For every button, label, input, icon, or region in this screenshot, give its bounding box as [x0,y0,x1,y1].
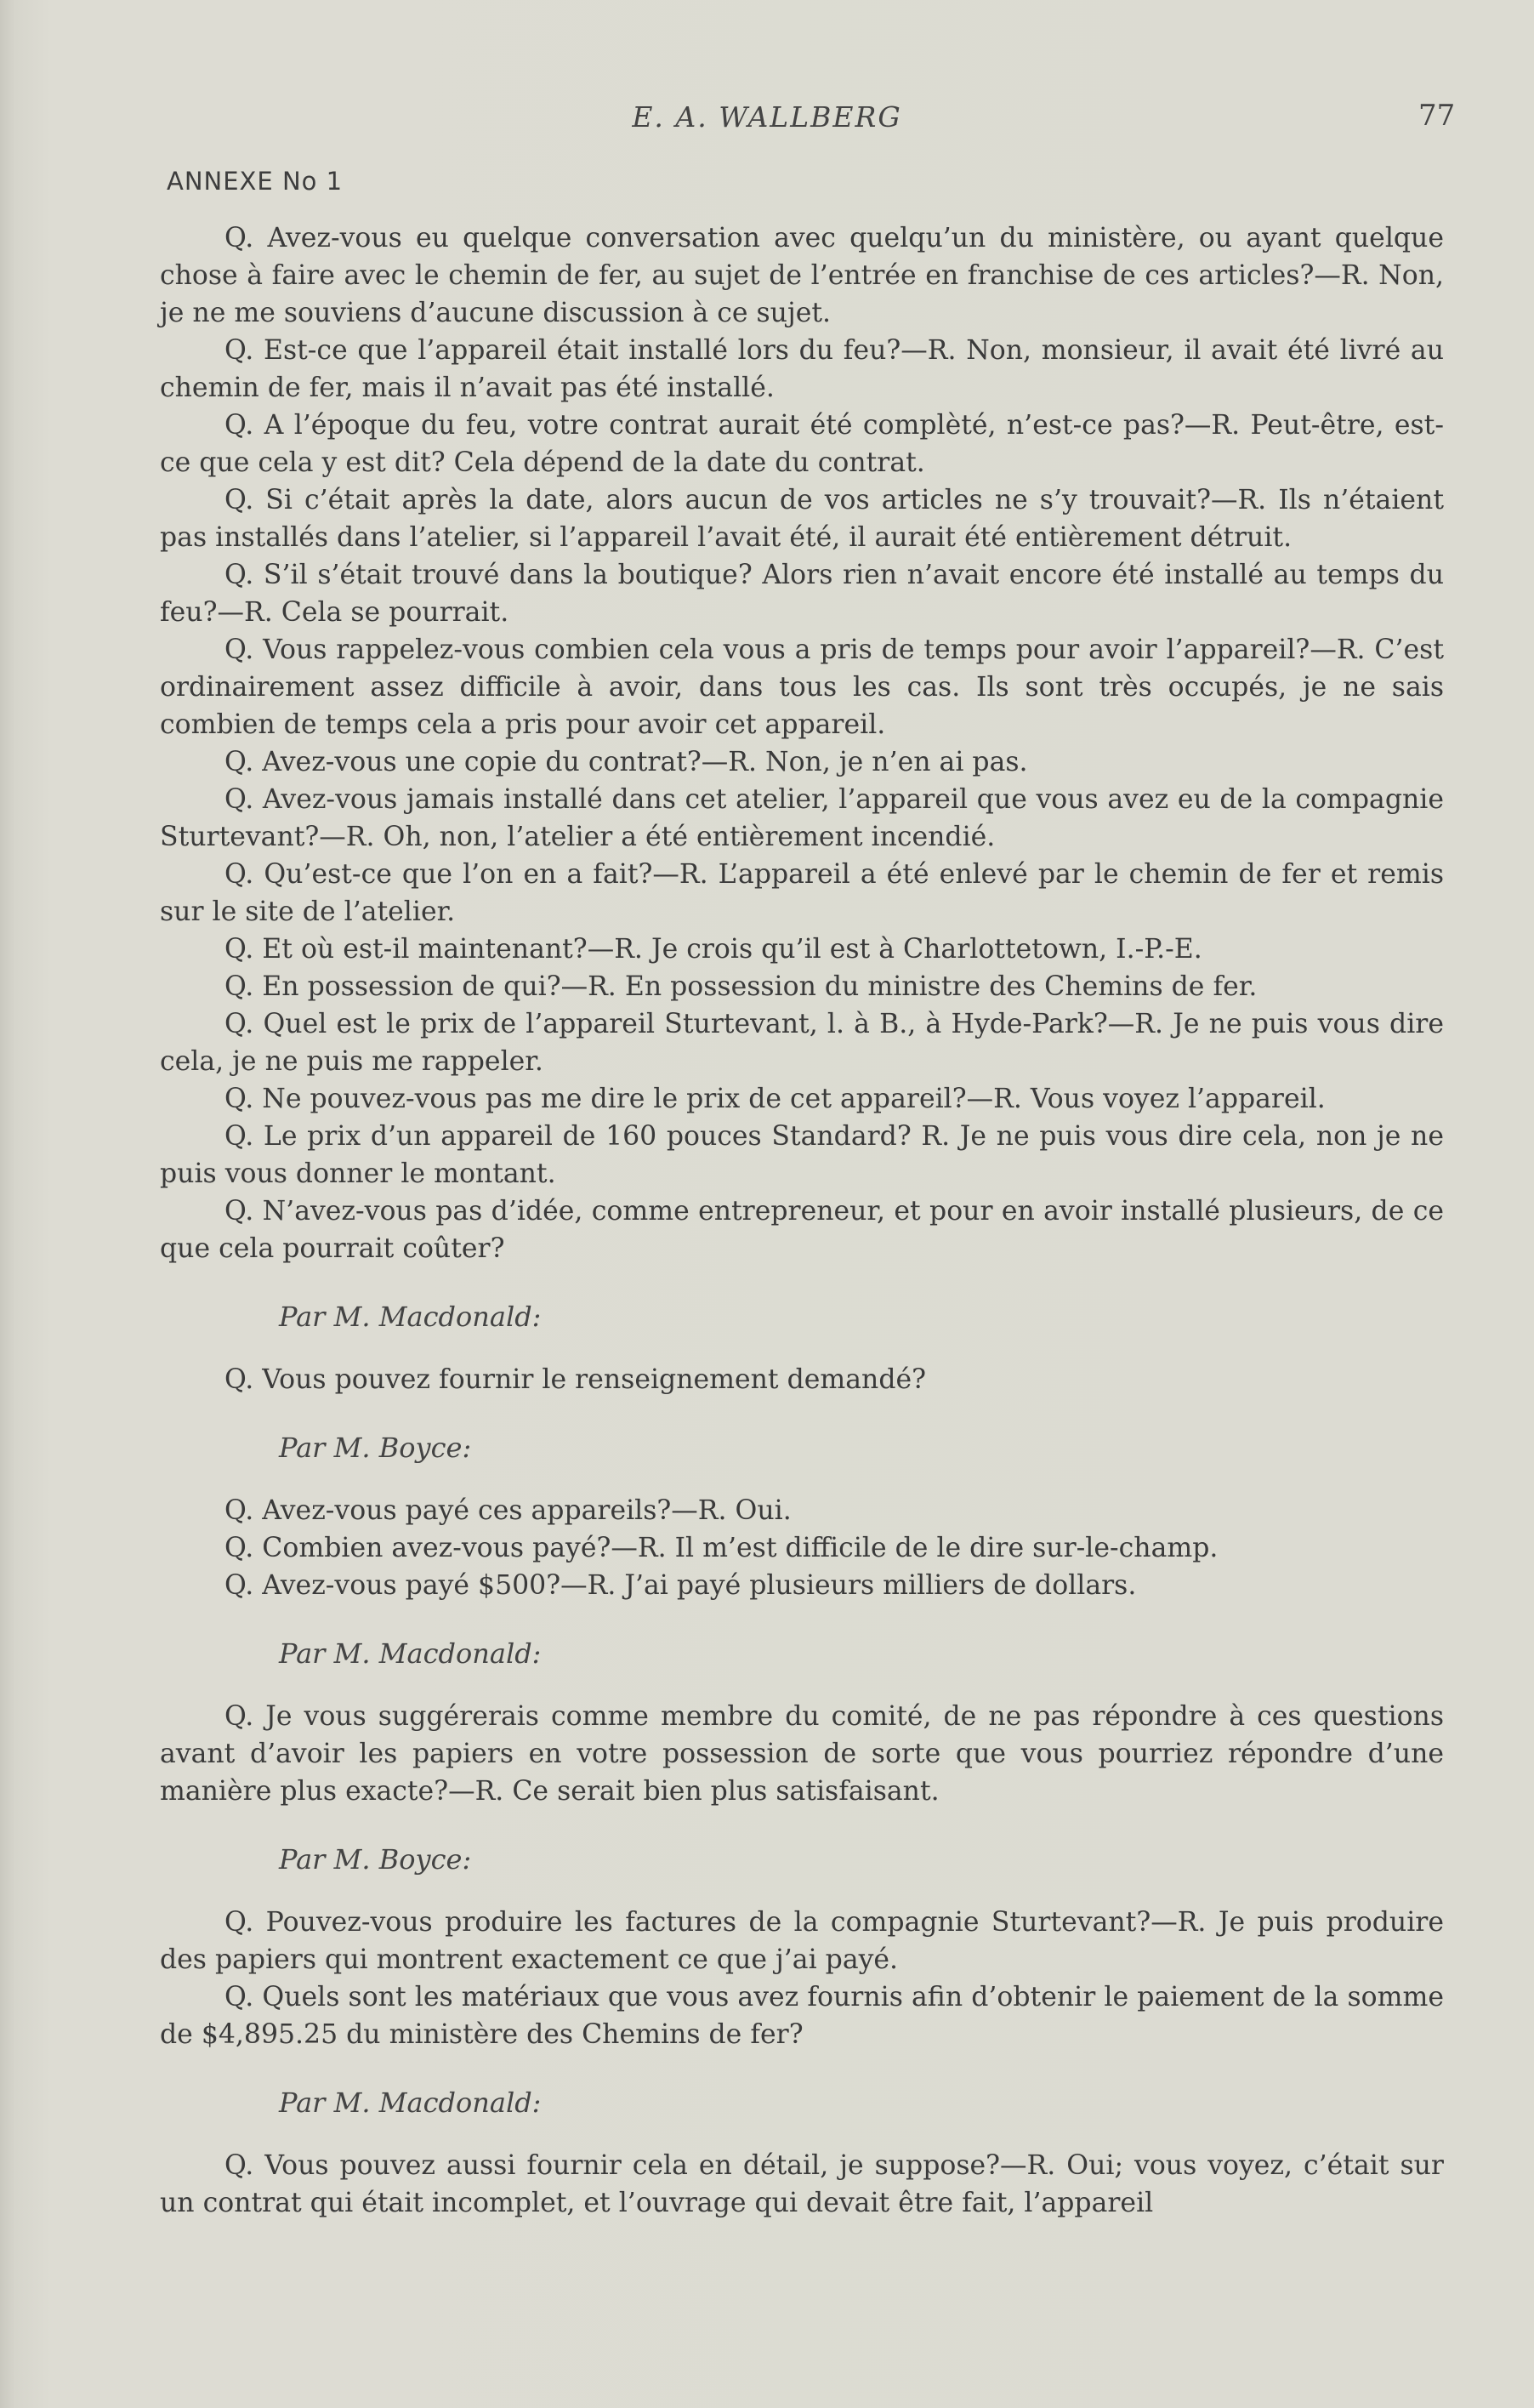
paragraph: Q. Vous rappelez-vous combien cela vous a pris de temps pour avoir l’appareil?—R. C’est ordinairement assez difficile à avoir, dans tous les cas. Ils sont très occupés, je ne sais combien de temps cela a pris pour avoir cet appareil. [160,635,1444,740]
paragraph: Q. Combien avez-vous payé?—R. Il m’est difficile de le dire sur-le-champ. [224,1533,1219,1563]
paragraph: Q. Avez-vous jamais installé dans cet atelier, l’appareil que vous avez eu de la compagnie Sturtevant?—R. Oh, non, l’atelier a été entièrement incendié. [160,784,1444,852]
paragraph: Q. Ne pouvez-vous pas me dire le prix de cet appareil?—R. Vous voyez l’appareil. [224,1084,1326,1114]
paragraph: Q. N’avez-vous pas d’idée, comme entrepreneur, et pour en avoir installé plusieurs, de ce que cela pourrait coûter? [160,1196,1444,1264]
running-title: E. A. WALLBERG [632,100,902,134]
paragraph: Q. S’il s’était trouvé dans la boutique? Alors rien n’avait encore été installé au temps du feu?—R. Cela se pourrait. [160,560,1444,628]
annex-label: ANNEXE No 1 [167,167,344,196]
paragraph: Q. Si c’était après la date, alors aucun de vos articles ne s’y trouvait?—R. Ils n’étaient pas installés dans l’atelier, si l’appareil l’avait été, il aurait été entièrement détruit. [160,485,1444,553]
paragraph: Q. Le prix d’un appareil de 160 pouces Standard? R. Je ne puis vous dire cela, non je ne puis vous donner le montant. [160,1121,1444,1189]
paragraph: Q. Qu’est-ce que l’on en a fait?—R. L’appareil a été enlevé par le chemin de fer et remis sur le site de l’atelier. [160,859,1444,927]
speaker-heading: Par M. Macdonald: [279,1637,542,1670]
paragraph: Q. Quels sont les matériaux que vous avez fournis afin d’obtenir le paiement de la somme de $4,895.25 du ministère des Chemins de fer? [160,1982,1444,2050]
page-number: 77 [1418,99,1456,133]
paragraph: Q. Quel est le prix de l’appareil Sturtevant, l. à B., à Hyde-Park?—R. Je ne puis vous dire cela, je ne puis me rappeler. [160,1009,1444,1077]
speaker-heading: Par M. Boyce: [279,1432,472,1464]
speaker-heading: Par M. Macdonald: [279,2086,542,2119]
paragraph: Q. Avez-vous payé $500?—R. J’ai payé plusieurs milliers de dollars. [224,1570,1137,1601]
paragraph: Q. Avez-vous eu quelque conversation avec quelqu’un du ministère, ou ayant quelque chose à faire avec le chemin de fer, au sujet de l’entrée en franchise de ces articles?—R. Non, je ne me souviens d’aucune discussion à ce sujet. [160,223,1444,328]
document-body [160,219,1444,2222]
paragraph: Q. Pouvez-vous produire les factures de la compagnie Sturtevant?—R. Je puis produire des papiers qui montrent exactement ce que j’ai payé. [160,1907,1444,1975]
speaker-heading: Par M. Boyce: [279,1843,472,1876]
paragraph: Q. Je vous suggérerais comme membre du comité, de ne pas répondre à ces questions avant d’avoir les papiers en votre possession de sorte que vous pourriez répondre d’une manière plus exacte?—R. Ce serait bien plus satisfaisant. [160,1701,1444,1807]
paragraph: Q. Avez-vous une copie du contrat?—R. Non, je n’en ai pas. [224,747,1028,777]
paragraph: Q. Et où est-il maintenant?—R. Je crois qu’il est à Charlottetown, I.-P.-E. [224,934,1202,965]
paragraph: Q. Vous pouvez fournir le renseignement demandé? [224,1364,927,1395]
paragraph: Q. Est-ce que l’appareil était installé lors du feu?—R. Non, monsieur, il avait été livré au chemin de fer, mais il n’avait pas été installé. [160,335,1444,403]
paragraph: Q. Avez-vous payé ces appareils?—R. Oui. [224,1495,792,1526]
paragraph: Q. A l’époque du feu, votre contrat aurait été complèté, n’est-ce pas?—R. Peut-être, est-ce que cela y est dit? Cela dépend de la date du contrat. [160,410,1444,478]
paragraph: Q. En possession de qui?—R. En possession du ministre des Chemins de fer. [224,971,1258,1002]
paragraph: Q. Vous pouvez aussi fournir cela en détail, je suppose?—R. Oui; vous voyez, c’était sur un contrat qui était incomplet, et l’ouvrage qui devait être fait, l’appareil [160,2150,1444,2218]
speaker-heading: Par M. Macdonald: [279,1301,542,1333]
